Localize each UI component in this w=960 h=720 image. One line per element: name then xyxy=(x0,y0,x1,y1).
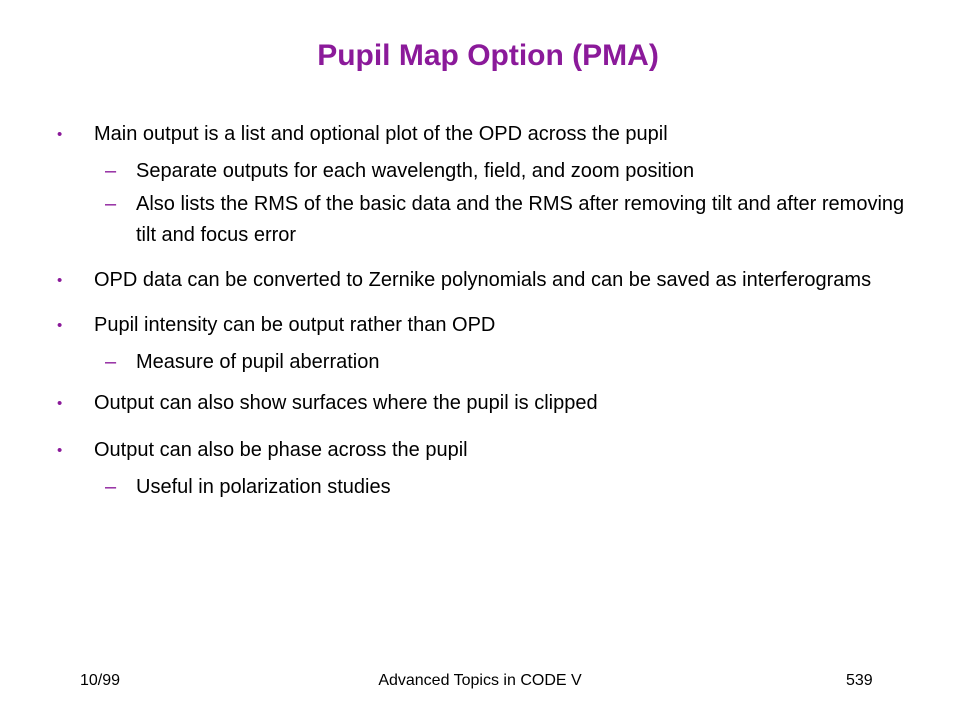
bullet-list xyxy=(57,119,917,503)
bullet-item xyxy=(57,388,917,419)
slide-title: Pupil Map Option (PMA) xyxy=(317,39,659,72)
bullet-marker: • xyxy=(57,395,63,412)
bullet-marker: • xyxy=(57,272,63,289)
bullet-item xyxy=(57,435,917,466)
bullet-text: Output can also be phase across the pupil xyxy=(94,439,468,461)
bullet-marker: • xyxy=(57,442,63,459)
bullet-marker: • xyxy=(57,126,63,143)
bullet-marker: • xyxy=(57,317,63,334)
sub-bullet-text: Separate outputs for each wavelength, field, and zoom position xyxy=(136,160,695,182)
bullet-text: OPD data can be converted to Zernike polynomials and can be saved as interferograms xyxy=(94,269,872,291)
bullet-text: Main output is a list and optional plot of the OPD across the pupil xyxy=(94,123,668,145)
bullet-text: Output can also show surfaces where the pupil is clipped xyxy=(94,392,598,414)
sub-bullet-item xyxy=(57,189,917,251)
sub-bullet-marker: – xyxy=(105,193,117,215)
sub-bullet-item xyxy=(57,472,917,503)
bullet-item xyxy=(57,310,917,341)
sub-bullet-text: Measure of pupil aberration xyxy=(136,351,380,373)
sub-bullet-item xyxy=(57,347,917,378)
sub-bullet-item xyxy=(57,156,917,187)
footer-course-title: Advanced Topics in CODE V xyxy=(378,672,582,689)
sub-bullet-marker: – xyxy=(105,351,117,373)
sub-bullet-text: Also lists the RMS of the basic data and the RMS after removing tilt and after removing tilt and focus error xyxy=(136,193,905,246)
sub-bullet-marker: – xyxy=(105,160,117,182)
bullet-item xyxy=(57,119,917,150)
sub-bullet-text: Useful in polarization studies xyxy=(136,476,391,498)
footer-page-number: 539 xyxy=(846,672,873,689)
footer-date: 10/99 xyxy=(80,672,121,689)
bullet-item xyxy=(57,265,917,296)
sub-bullet-marker: – xyxy=(105,476,117,498)
bullet-text: Pupil intensity can be output rather than OPD xyxy=(94,314,496,336)
